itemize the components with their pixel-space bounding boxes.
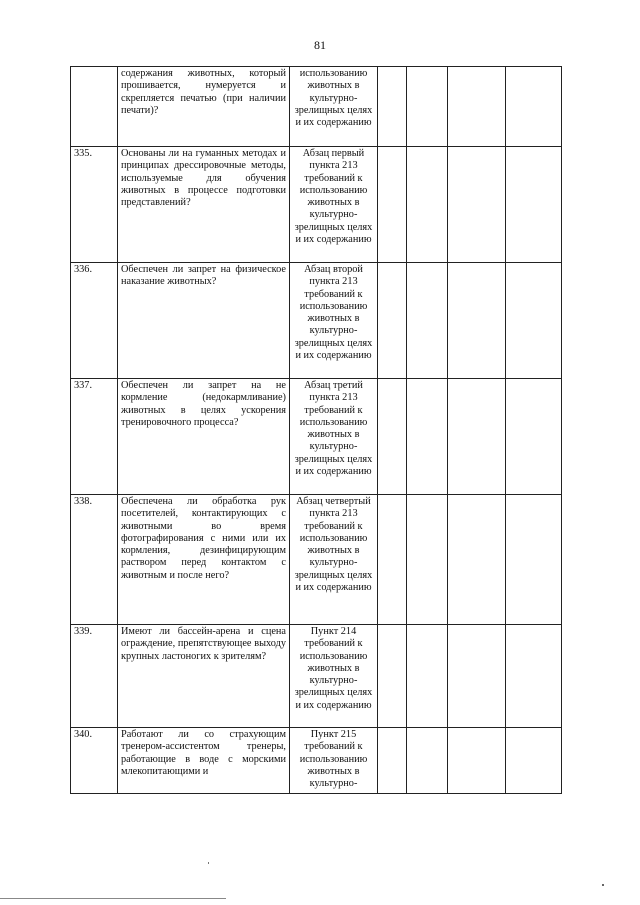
row-number: 335. <box>71 147 118 263</box>
table-row <box>71 495 562 625</box>
answer-not-applicable-cell <box>448 147 506 263</box>
answer-not-applicable-cell <box>448 263 506 379</box>
row-number: 336. <box>71 263 118 379</box>
answer-not-applicable-cell <box>448 495 506 625</box>
answer-yes-cell <box>378 147 407 263</box>
answer-no-cell <box>407 495 448 625</box>
table-row <box>71 728 562 794</box>
question-cell: содержания животных, который прошивается, нумеруется и скрепляется печатью (при наличии печати)? <box>118 67 290 147</box>
note-cell <box>506 625 562 728</box>
answer-yes-cell <box>378 728 407 794</box>
answer-not-applicable-cell <box>448 625 506 728</box>
table-row <box>71 67 562 147</box>
answer-yes-cell <box>378 625 407 728</box>
page-bottom-rule <box>0 898 226 899</box>
row-number: 340. <box>71 728 118 794</box>
note-cell <box>506 263 562 379</box>
question-cell: Обеспечен ли запрет на не кормление (недокармливание) животных в целях ускорения тренировочного процесса? <box>118 379 290 495</box>
table-row <box>71 625 562 728</box>
note-cell <box>506 379 562 495</box>
question-cell: Работают ли со страхующим тренером-ассистентом тренеры, работающие в воде с морскими млекопитающими и <box>118 728 290 794</box>
reference-cell: Абзац третий пункта 213 требований к использованию животных в культурно-зрелищных целях и их содержанию <box>290 379 378 495</box>
scan-speck <box>208 862 209 864</box>
row-number: 338. <box>71 495 118 625</box>
row-number: 339. <box>71 625 118 728</box>
answer-no-cell <box>407 67 448 147</box>
row-number <box>71 67 118 147</box>
answer-no-cell <box>407 625 448 728</box>
answer-yes-cell <box>378 495 407 625</box>
reference-cell: использованию животных в культурно-зрелищных целях и их содержанию <box>290 67 378 147</box>
answer-yes-cell <box>378 379 407 495</box>
question-cell: Имеют ли бассейн-арена и сцена ограждение, препятствующее выходу крупных ластоногих к зрителям? <box>118 625 290 728</box>
question-cell: Обеспечен ли запрет на физическое наказание животных? <box>118 263 290 379</box>
answer-not-applicable-cell <box>448 728 506 794</box>
table-row <box>71 379 562 495</box>
answer-yes-cell <box>378 263 407 379</box>
answer-not-applicable-cell <box>448 67 506 147</box>
question-cell: Обеспечена ли обработка рук посетителей, контактирующих с животными во время фотографирования с ними или их кормления, дезинфицирующим раствором перед контактом с животным и после него? <box>118 495 290 625</box>
table-row <box>71 147 562 263</box>
reference-cell: Пункт 215 требований к использованию животных в культурно- <box>290 728 378 794</box>
scan-speck <box>602 884 604 886</box>
reference-cell: Абзац четвертый пункта 213 требований к использованию животных в культурно-зрелищных целях и их содержанию <box>290 495 378 625</box>
question-cell: Основаны ли на гуманных методах и принципах дрессировочные методы, используемые для обучения животных в процессе подготовки представлений? <box>118 147 290 263</box>
note-cell <box>506 728 562 794</box>
answer-yes-cell <box>378 67 407 147</box>
reference-cell: Пункт 214 требований к использованию животных в культурно-зрелищных целях и их содержанию <box>290 625 378 728</box>
note-cell <box>506 67 562 147</box>
table-row <box>71 263 562 379</box>
reference-cell: Абзац первый пункта 213 требований к использованию животных в культурно-зрелищных целях и их содержанию <box>290 147 378 263</box>
page-number: 81 <box>314 38 326 52</box>
row-number: 337. <box>71 379 118 495</box>
note-cell <box>506 495 562 625</box>
answer-no-cell <box>407 263 448 379</box>
reference-cell: Абзац второй пункта 213 требований к использованию животных в культурно-зрелищных целях и их содержанию <box>290 263 378 379</box>
answer-no-cell <box>407 379 448 495</box>
answer-not-applicable-cell <box>448 379 506 495</box>
note-cell <box>506 147 562 263</box>
answer-no-cell <box>407 728 448 794</box>
checklist-table <box>70 66 562 794</box>
answer-no-cell <box>407 147 448 263</box>
